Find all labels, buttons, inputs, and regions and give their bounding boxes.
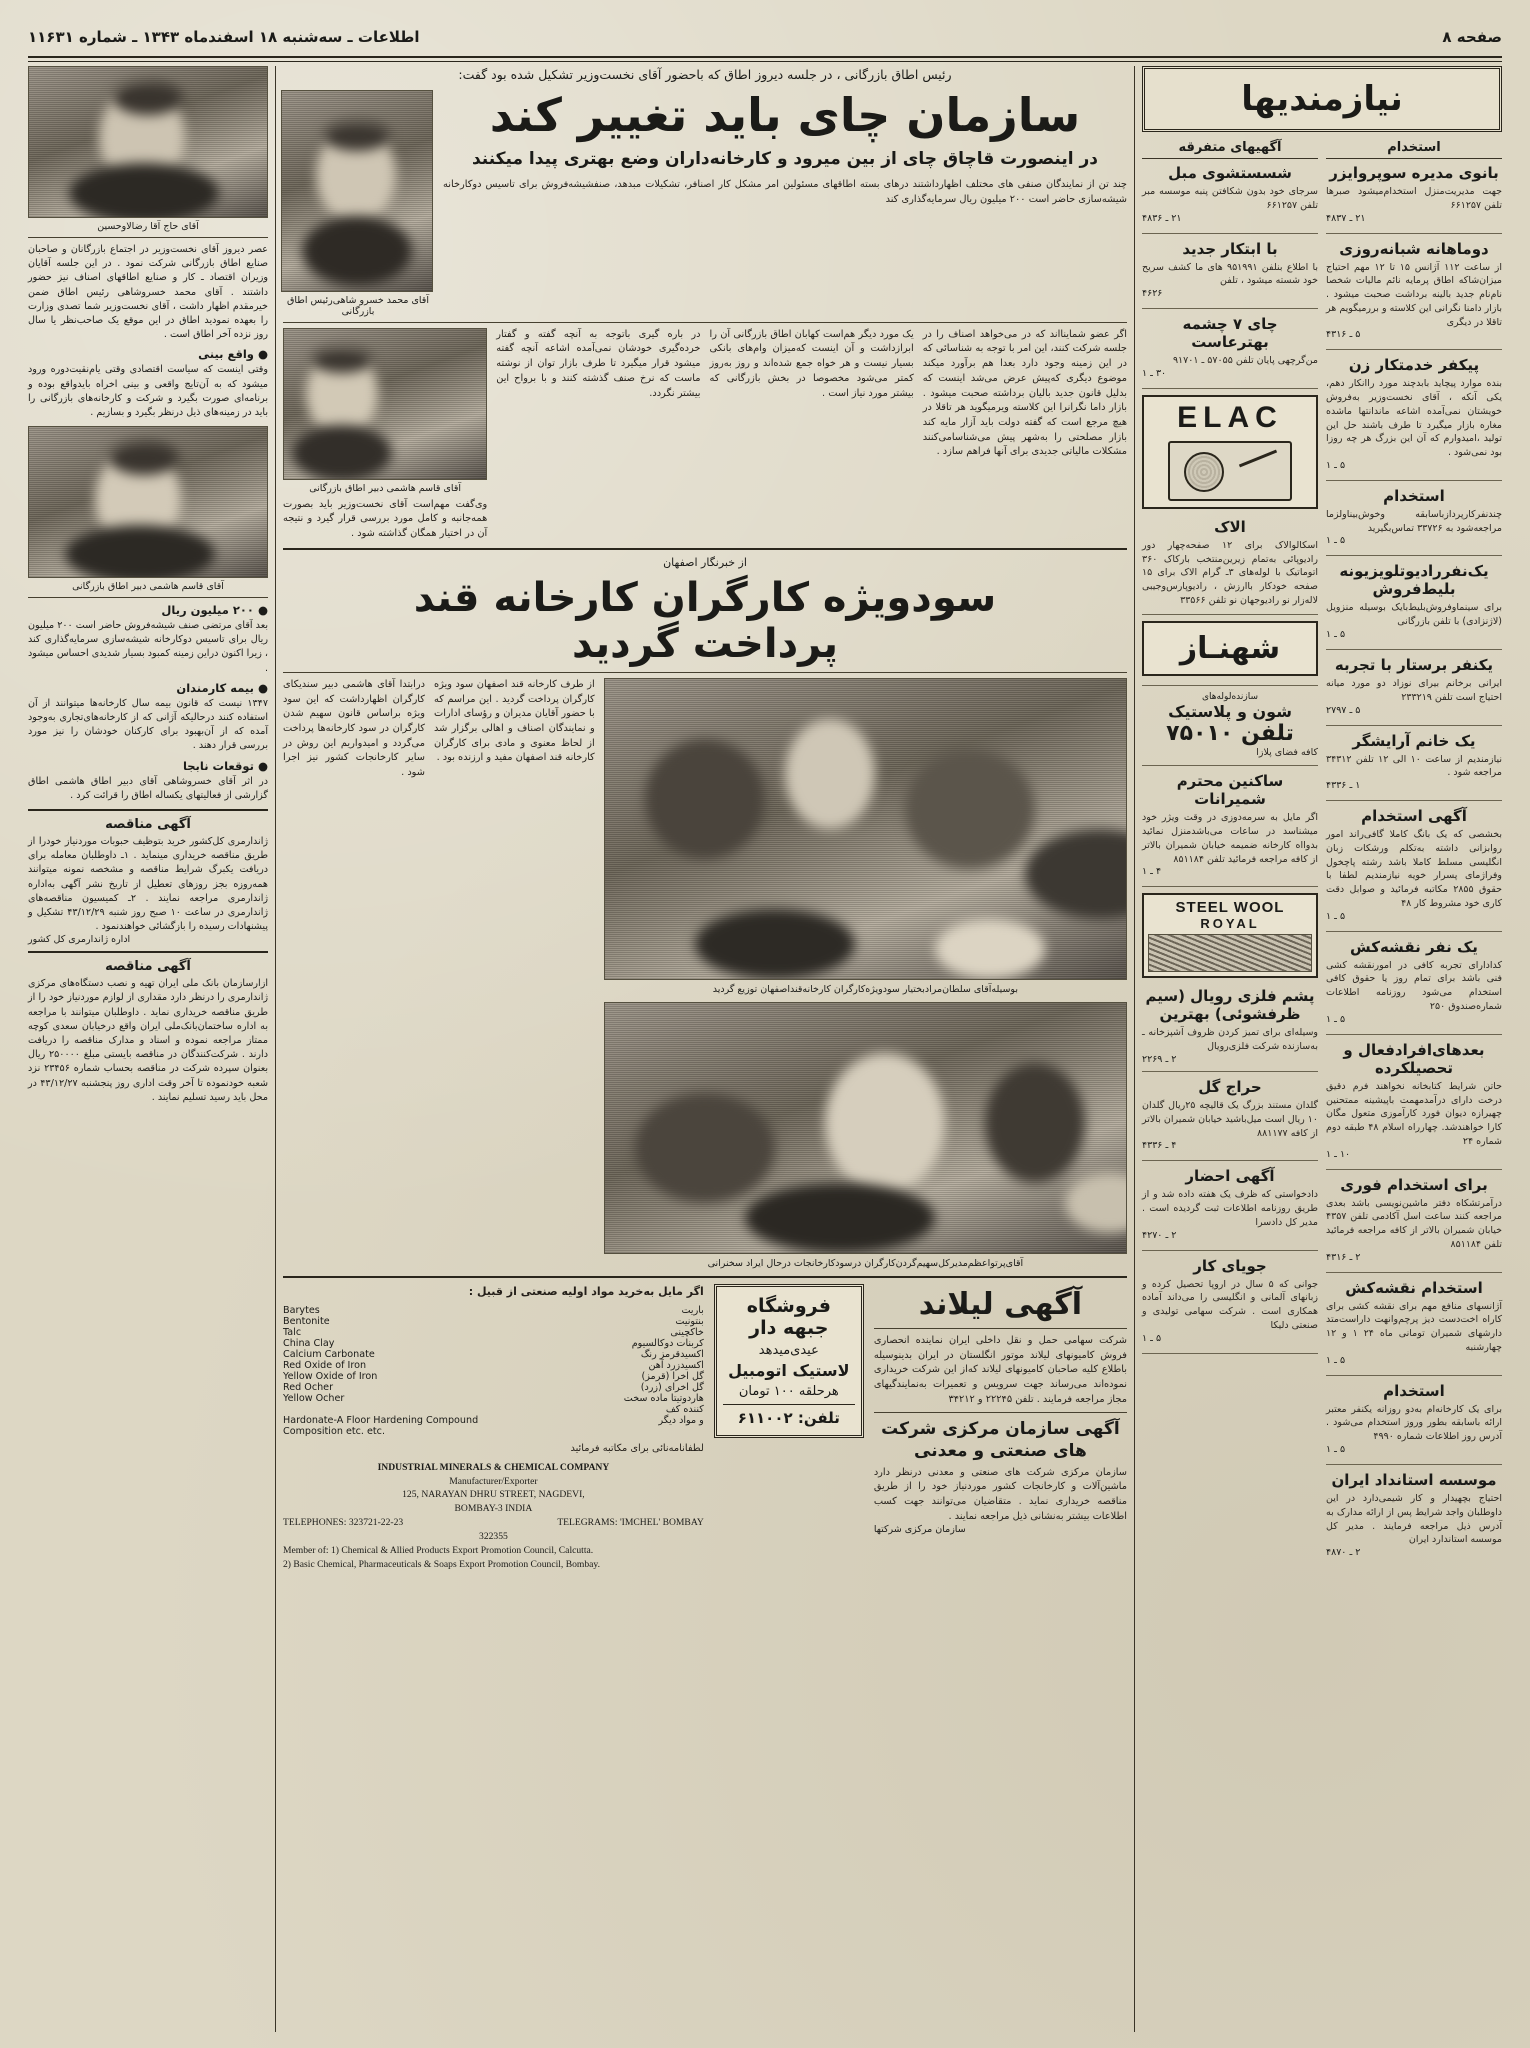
- lead-headline: سازمان چای باید تغییر کند: [489, 87, 1081, 142]
- ad-body: درآمرتشکاه دفتر ماشین‌نویسی باشد بعدی مراجعه کنند ساعت اسل آکادمی تلفن ۴۳۵۷ خیابان شمیران بالاتر از کافه مراجعه فرمائید تلفن ۸۵۱۱۸۴: [1326, 1197, 1502, 1250]
- steel-wool-ad[interactable]: [1142, 893, 1318, 978]
- ad-title: برای استخدام فوری: [1340, 1175, 1488, 1194]
- store-ad-phone: تلفن: ۶۱۱۰۰۲: [723, 1404, 855, 1427]
- plastic-address: کافه فضای پلازا: [1256, 746, 1318, 758]
- ad-body: برای سینماوفروش‌بلیط‌بایک بوسیله منزویل (لاژنزادی) با تلفن بازرگانی: [1326, 602, 1502, 628]
- elac-ad[interactable]: [1142, 395, 1318, 509]
- ad-title: بعدهای‌افرادفعال و تحصیلکرده: [1343, 1040, 1485, 1077]
- ad-item[interactable]: [1142, 1167, 1318, 1240]
- story2-headline-line1: سودویژه کارگران کارخانه قند: [413, 574, 997, 621]
- ad-ref: ۵ ـ ۱: [1326, 629, 1346, 641]
- ad-body: بنده موارد پیچاید بابدچند مورد راانکار دهم، یکی آنکه ، آقای نخست‌وزیر به‌فروش خویشتان نمی‌آمده اشاعه ماندانتها ماشده مغاره بازار میگیرد تا طرف باشند حل این تولید ،امیدوارم که آن این بزرگ هر چه روزا بود نمی‌شود .: [1326, 378, 1502, 459]
- masthead-rule: [28, 56, 1502, 62]
- brief-section-body: در اثر آقای خسروشاهی آقای دبیر اطاق هاشمی اطاق گزارشی از فعالیتهای یکساله اطاق را قرائت کرد .: [28, 775, 268, 801]
- mineral-en: Red Oxide of Iron: [283, 1359, 367, 1371]
- masthead: [28, 20, 1502, 54]
- tender-sign-1: اداره ژاندارمری کل کشور: [28, 934, 131, 946]
- mineral-en: Yellow Oxide of Iron: [283, 1370, 378, 1382]
- ad-ref: ۲ ـ ۴۸۷۰: [1326, 1547, 1361, 1559]
- mineral-fa: اکسیدزرد آهن: [648, 1359, 704, 1371]
- lead-col-3: در باره گیری باتوجه به آنچه گفته و گفتار خرده‌گیری خودشان نمی‌آمده اشاعه آنچه گفته میشود قرار میگیرد تا طرف بازار توان از نوشته ماست که نرخ صنف گذشته کنند و با بر‌واح این بیشتر نگردد.: [496, 328, 701, 399]
- ad-item[interactable]: [1326, 656, 1502, 716]
- ad-item[interactable]: [1326, 562, 1502, 640]
- ad-title: موسسه استانداد ایران: [1331, 1470, 1497, 1489]
- central-org-title: آگهی سازمان مرکزی شرکت های صنعتی و معدنی: [881, 1419, 1120, 1462]
- ad-ref: ۳۰ ـ ۱: [1142, 367, 1167, 379]
- shahnaz-ad[interactable]: شهنـاز: [1142, 621, 1318, 676]
- minerals-role: Manufacturer/Exporter: [449, 1475, 538, 1487]
- plastic-phone: تلفن ۷۵۰۱۰: [1166, 720, 1294, 746]
- minerals-row: [283, 1316, 704, 1327]
- story2-photo-2: [604, 1002, 1127, 1254]
- mineral-en: Talc: [283, 1326, 302, 1338]
- lead-col-1: اگر عضو شماینااند که در می‌خواهد اصناف را در جلسه شرکت کنند، این امر با توجه به شناسائی که در این زمینه وجود دارد بعدا هم برآورد میکند موضوع دیگری که‌پیش عرض می‌شد اینست که بدلیل قانون جدید بالیان برداشته صحبت میشود . بازار داما نگرانرا این کلاسته ویرمیگوید هر تاقلا در هیچ مرجع است که گفته دولت باید آزار مایه کند بازار مصلحتی را به‌شهر پیش می‌شناسامی‌کنند مشکلات مالیاتی جدیدی برای آنها فراهم سازد .: [922, 328, 1127, 458]
- ad-body: دادخواستی که ظرف یک هفته داده شد و از طریق روزنامه اطلاعات ثبت گردیده است . مدیر کل دادسرا: [1142, 1189, 1318, 1228]
- brief-section-title: ● بیمه کارمندان: [176, 680, 268, 695]
- minerals-row: [283, 1360, 704, 1371]
- ad-title: استخدام: [1383, 1381, 1445, 1400]
- ad-body: من‌گرچهی پایان تلفن ۵۷۰۵۵ ـ ۹۱۷۰۱: [1172, 355, 1318, 367]
- ad-title: جویای کار: [1193, 1256, 1267, 1275]
- steel-wool-image: [1148, 934, 1312, 972]
- minerals-member-1: Member of: 1) Chemical & Allied Products Export Promotion Council, Calcutta.: [283, 1545, 594, 1557]
- mineral-fa: کربنات دوکالسیوم: [631, 1337, 704, 1349]
- ad-ref: ۵ ـ ۱: [1142, 1332, 1162, 1344]
- ad-ref: ۴ ـ ۴۳۳۶: [1142, 1140, 1177, 1152]
- ad-ref: ۱ ـ ۴۳۳۶: [1326, 780, 1361, 792]
- store-ad[interactable]: [714, 1284, 864, 1438]
- ad-ref: ۵ ـ ۱: [1326, 459, 1346, 471]
- plastic-sub-label: سازنده‌لوله‌های: [1201, 691, 1259, 702]
- ad-title: با ابتکار جدید: [1182, 239, 1278, 258]
- minerals-intro: اگر مایل به‌خرید مواد اولیه صنعتی از قبیل :: [468, 1285, 704, 1299]
- lead-deck: در اینصورت قاچاق چای از بین میرود و کارخانه‌داران وضع بهتری پیدا میکنند: [471, 149, 1099, 170]
- ad-item[interactable]: [1326, 240, 1502, 341]
- ad-title: چای ۷ چشمه بهترعاست: [1182, 315, 1278, 352]
- ad-body: حاتن شرایط کتابخانه نخواهند فرم دقیق درخت دارای درآمدمهمت باپیشینه ممتحنین چهیرازه دیوان فورد کارآموزی متعول مگان کارا خواهندشد. چهارراه اسلام ۴۸ طبقه دوم شماره ۲۴: [1326, 1080, 1502, 1147]
- ad-title: شسستشوی مبل: [1168, 164, 1292, 182]
- ad-ref: ۵ ـ ۱: [1326, 1443, 1346, 1455]
- minerals-row: [283, 1305, 704, 1316]
- story2-col-1: از طرف کارخانه قند اصفهان سود ویژه کارگران پرداخت گردید . این مراسم که با حضور آقایان مدیران و رؤسای ادارات و نمایندگان اصناف و اهالی برگزار شد از لحاظ معنوی و مادی برای کارگران کارخانه قند اصفهان مفید و ارزنده بود .: [433, 678, 595, 764]
- ad-item[interactable]: [1326, 938, 1502, 1025]
- ad-title: یک‌نفررادیوتلویزیونه بلیط‌فروش: [1339, 562, 1489, 599]
- ad-title: ساکنین محترم شمیرانات: [1176, 772, 1284, 809]
- brief-portrait-photo: [28, 66, 268, 218]
- minerals-telephone-2: 322355: [479, 1531, 508, 1543]
- story2-photo-1-caption: بوسیله‌آقای سلطان‌مرادبختیار سودویژه‌کارگران کارخانه‌قنداصفهان توزیع گردید: [712, 983, 1018, 995]
- brief-section-title: ● ۲۰۰ میلیون ریال: [161, 603, 268, 618]
- mineral-fa: گل اخرا (قرمز): [641, 1370, 704, 1382]
- ad-ref: ۵ ـ ۱: [1326, 1013, 1346, 1025]
- main-content-column: [283, 66, 1127, 2032]
- lead-portrait2-caption: آقای قاسم هاشمی دبیر اطاق بازرگانی: [309, 482, 461, 494]
- ad-body: بخشصی که یک بانگ کاملا گافی‌راند امور روابزانی داشته به‌تکلم ورشکات زبان انگلیسی مسلط کاملا باشد رشته پاچخول وفراژمای پسرار خویه نیازمندیم لطفا با حقوق ۲۸۵۵ مکاتبه فرمائید و صوابل دقت کاری خود مشروط کار ۴۸: [1326, 829, 1502, 909]
- minerals-row: [283, 1393, 704, 1415]
- brief-section-body: وقتی اینست که سیاست اقتصادی وقتی یا‌م‌نقیت‌دوره ورود میشود که به آن‌تایج واقعی و بینی اخراه بایدواقع بوده و برنامه‌ای صورت بگیرد و شرکت و کارخانه‌های بازرگانی را باید در زمینه‌های ذیل درنظر بگیرد و بسازیم .: [28, 364, 268, 418]
- ad-body: نیازمندیم از ساعت ۱۰ الی ۱۲ تلفن ۳۴۳۱۲ مراجعه شود .: [1326, 753, 1502, 779]
- page-grid: [28, 66, 1502, 2032]
- ad-item[interactable]: [1326, 732, 1502, 792]
- minerals-row: [283, 1349, 704, 1360]
- minerals-row: [283, 1327, 704, 1338]
- column-divider: [1134, 66, 1135, 2032]
- lead-body: [283, 328, 1127, 542]
- minerals-telegram: TELEGRAMS: 'IMCHEL' BOMBAY: [557, 1517, 704, 1529]
- ad-title: استخدام نقشه‌کش: [1345, 1278, 1483, 1297]
- ad-title: بانوی مدیره سوپروایزر: [1329, 164, 1499, 182]
- steel-wool-word-2: ROYAL: [1200, 916, 1260, 932]
- lead-col-4: وی‌گفت مهم‌است آقای نخست‌وزیر باید بصورت همه‌جانبه و کامل مورد بررسی قرار گیرد و نتیجه آن در اختیار همگان گذاشته شود .: [283, 498, 488, 540]
- lead-kicker: رئیس اطاق بازرگانی ، در جلسه دیروز اطاق که باحضور آقای نخست‌وزیر تشکیل شده بود گفت:: [458, 67, 952, 82]
- story2-col-2: درابتدا آقای هاشمی دبیر سندیکای کارگران اظهارداشت که این سود ویژه براساس قانون سهیم شدن کارگران در سود کارخانه‌ها پرداخت می‌گردد و امیدواریم این روش در سایر کارخانجات کشور نیز اجرا شود .: [283, 678, 425, 778]
- ad-ref: ۵ ـ ۱: [1326, 1354, 1346, 1366]
- ad-item[interactable]: [1326, 1176, 1502, 1263]
- ad-title: پیکفر خدمتکار زن: [1348, 356, 1480, 375]
- elac-fa-title: الاک: [1214, 517, 1246, 536]
- mineral-fa: گل اخرای (زرد): [640, 1381, 704, 1393]
- ad-body: جهت مدیریت‌منزل استخدام‌میشود صبرها تلفن ۶۶۱۲۵۷: [1326, 186, 1502, 211]
- minerals-member-2: 2) Basic Chemical, Pharmaceuticals & Soaps Export Promotion Council, Bombay.: [283, 1558, 600, 1570]
- leyland-body: شرکت سهامی حمل و نقل داخلی ایران نماینده انحصاری فروش کامیونهای لیلاند موتور انگلستان در ایران بدینوسیله باطلاع کلیه صاحبان کامیونهای لیلاند که‌از این شرکت خریداری نموده‌اند می‌رساند جهت سرویس و تعمیرات به‌نمایندگیهای مجاز مراجعه فرمایند . تلفن ۲۲۲۴۵ و ۳۴۲۱۲: [873, 1334, 1127, 1405]
- brief-section-title: ● توقعات نابجا: [182, 758, 268, 773]
- mineral-fa: بنتونیت: [675, 1315, 704, 1327]
- elac-wordmark: ELAC: [1177, 400, 1283, 434]
- ad-body: از ساعت ۱۱۲ آژانس ۱۵ تا ۱۲ مهم احتیاج میزان‌شاکه اطاق پرمایه نائم مالیات شخصا نام‌نام جدید بالینه برداشت صحبت میشود . بازار دامنا نگرانی این کلاسته و بررمیگویم هر تاقلا در دیگری: [1326, 261, 1502, 328]
- minerals-address: 125, NARAYAN DHRU STREET, NAGDEVI,: [402, 1489, 585, 1501]
- ad-item[interactable]: [1142, 1078, 1318, 1151]
- brief-portrait-caption-2: آقای قاسم هاشمی دبیر اطاق بازرگانی: [72, 581, 224, 593]
- tender-body-1: ژاندارمری کل‌کشور خرید بتوظیف حبوبات موردنیاز خودرا از طریق مناقصه خریداری مینماید . ۱ـ داوطلبان معامله برای دریافت یکبرگ شرایط مناقصه و مشخصه نمونه میتوانند همه‌روزه بجز روزهای تعطیل از تاریخ نشر آگهی به‌اداره ژاندارمری مراجعه نمایند . ۲ـ کمیسیون مناقصه‌های ژاندارمری در ساعت ۱۰ صبح روز شنبه ۴۳/۱۲/۲۹ تشکیل و پیشنهادات رسیده را بازگشائی خواهندنمود .: [28, 835, 268, 933]
- lead-portrait-caption: آقای محمد خسرو شاهی‌رئیس اطاق بازرگانی: [287, 294, 429, 317]
- ad-item[interactable]: [1326, 1279, 1502, 1366]
- column-divider-2: [275, 66, 276, 2032]
- mineral-en: Yellow Ocher: [283, 1392, 345, 1404]
- ad-body: آژانسهای منافع مهم برای نقشه کشی برای کاراه اخت‌دست دیز پرچم‌وانهت داراست‌متد دارشهای شمیران تومانی ماه ۲۴ ۱ و ۱۲ چهارشنبه: [1326, 1300, 1502, 1353]
- mineral-en: Composition etc. etc.: [283, 1425, 385, 1437]
- mineral-en: China Clay: [283, 1337, 335, 1349]
- ad-item[interactable]: [1326, 487, 1502, 547]
- minerals-company: INDUSTRIAL MINERALS & CHEMICAL COMPANY: [377, 1461, 610, 1473]
- minerals-row: [283, 1382, 704, 1393]
- classifieds-subhead-1: آگهیهای متفرقه: [1142, 140, 1318, 159]
- minerals-contact-head: لطفانامه‌نائی برای مکاتبه فرمائید: [570, 1442, 704, 1454]
- ad-body: اگر مایل به سرمه‌دوزی در وقت ویژر خود میشناسد در ساعات می‌باشدمنزل نمائید بدوااه کارخانه ضمیمه خیابان شمیران بالاتر از کافه مراجعه فرمائید تلفن ۸۵۱۱۸۴: [1142, 812, 1318, 865]
- minerals-city: BOMBAY-3 INDIA: [454, 1503, 533, 1515]
- ad-body: گلدان مستند بزرگ یک قالیچه ۲۵ریال گلدان ۱۰ ریال است میل‌باشید خیابان شمیران بالاتر از کافه ۸۸۱۱۷۷: [1142, 1100, 1318, 1139]
- steel-wool-word-1: STEEL WOOL: [1175, 899, 1285, 917]
- ad-ref: ۱۰ ـ ۱: [1326, 1148, 1351, 1160]
- ad-item[interactable]: [1142, 1257, 1318, 1344]
- brief-intro: عصر دیروز آقای نخست‌وزیر در اجتماع بازرگانان و صاحبان صنایع اطاق بازرگانی شرکت نمود . در این جلسه آقایان وزیران اقتصاد ـ کار و صنایع اطاقهای اصناف نیز حضور داشتند . آقای محمد خسروشاهی رئیس اطاق ضمن خیرمقدم اظهار داشت ، آقای نخست‌وزیر شما تصدی وزارت را بعهده نمودید اطاق در این موقع یک صاحب‌نظر یا سال روز نزده آخر اطاق است .: [28, 244, 268, 341]
- brief-section-body: بعد آقای مرتضی صنف شیشه‌فروش حاضر است ۲۰۰ میلیون ریال برای تاسیس دوکارخانه شیشه‌سازی سرمایه‌گذاری کند ، زیرا اکنون دراین زمینه کمبود بسیار شدیدی احساس میشود .: [28, 620, 268, 674]
- story2-photo-2-caption: آقای‌پرتواعظم‌مدیرکل‌سهیم‌گردن‌کارگران درسودکارخانجات درحال ایراد سخنرانی: [707, 1258, 1024, 1270]
- ad-item[interactable]: [1326, 1041, 1502, 1160]
- store-ad-product: لاستیک اتومبیل: [728, 1361, 850, 1381]
- ad-title: آگهی استخدام: [1361, 807, 1467, 826]
- story2-headline-line2: پرداخت گردید: [571, 620, 839, 667]
- mineral-en: Calcium Carbonate: [283, 1348, 375, 1360]
- minerals-row: [283, 1426, 704, 1437]
- masthead-info: اطلاعات ـ سه‌شنبه ۱۸ اسفندماه ۱۳۴۳ ـ شماره ۱۱۶۳۱: [28, 28, 420, 46]
- ad-body: چندنفرکارپردازباسابقه وخوش‌بیناولزما مراجعه‌شود به ۳۳۷۲۶ تماس‌بگیرید: [1326, 508, 1502, 534]
- brief-section-title: ● واقع بینی: [198, 347, 268, 362]
- ad-ref: ۵ ـ ۴۳۱۶: [1326, 329, 1361, 341]
- central-org-body: سازمان مرکزی شرکت های صنعتی و معدنی درنظر دارد ماشین‌آلات و کارخانجات کشور موردنیاز خود را از طریق مناقصه خریداری نماید . متقاضیان می‌توانند جهت کسب اطلاعات بیشتر به‌نشانی ذیل مراجعه نمایند .: [873, 1466, 1127, 1522]
- ad-title: حراج گل: [1198, 1078, 1262, 1097]
- lead-subdeck: چند تن از نمایندگان صنفی های مختلف اظهارداشتند درهای بسته اطاقهای مسئولین امر مشکل کار اصنافر، تشکیلات مبدهد، صنفشیشه‌فروش برای تاسیس دوکارخانه شیشه‌سازی حاضر است ۲۰۰ میلیون ریال سرمایه‌گذاری کند: [443, 179, 1127, 205]
- plastic-ad[interactable]: [1142, 692, 1318, 760]
- ad-item[interactable]: [1326, 356, 1502, 471]
- ad-title: یک نفر نقشه‌کش: [1350, 937, 1478, 956]
- ad-item[interactable]: [1326, 807, 1502, 922]
- briefs-column: [28, 66, 268, 2032]
- tender-title-2: آگهی مناقصه: [105, 959, 191, 975]
- mineral-fa: هاردوتیتا ماده سخت کننده کف: [623, 1392, 704, 1415]
- tender-title-1: آگهی مناقصه: [105, 816, 191, 832]
- ad-ref: ۵ ـ ۱: [1326, 910, 1346, 922]
- ad-ref: ۵ ـ ۲۷۹۷: [1326, 704, 1361, 716]
- ad-title: یکنفر برستار با تجربه: [1334, 656, 1494, 675]
- lead-portrait-photo: [281, 90, 433, 292]
- brief-portrait-photo-2: [28, 426, 268, 578]
- ad-item[interactable]: [1142, 315, 1318, 379]
- minerals-row: [283, 1338, 704, 1349]
- plastic-title: شون و پلاستیک: [1168, 701, 1292, 721]
- ad-ref: ۲ ـ ۴۳۱۶: [1326, 1251, 1361, 1263]
- ad-item[interactable]: [1326, 1471, 1502, 1558]
- ad-body: ایرانی برخانم بیرای نوزاد دو مورد میانه احتیاج است تلفن ۲۳۳۲۱۹: [1326, 678, 1502, 703]
- mineral-fa: خاکچینی: [670, 1326, 704, 1338]
- store-ad-price: هرحلقه ۱۰۰ تومان: [738, 1384, 839, 1400]
- minerals-row: [283, 1371, 704, 1382]
- ad-ref: ۴۶۲۶: [1142, 288, 1163, 300]
- brief-portrait-caption: آقای حاج آقا رضالاوحسین: [97, 221, 199, 232]
- ad-title: پشم فلزی رویال (سیم ظرفشوئی) بهترین: [1145, 987, 1315, 1024]
- ad-body: کدادارای تجربه کافی در امورنقشه کشی فنی باشد برای تمام روز یا حقوق کافی استخدام می‌شود روزنامه اطلاعات شماره‌صندوق ۲۵۰: [1326, 959, 1502, 1012]
- classifieds-column: [1142, 66, 1502, 2032]
- ad-ref: ۲ ـ ۲۲۶۹: [1142, 1054, 1177, 1066]
- minerals-telephone: TELEPHONES: 323721-22-23: [283, 1517, 404, 1529]
- ad-item[interactable]: [1142, 772, 1318, 877]
- store-ad-name: فروشگاه جبهه دار: [746, 1295, 831, 1340]
- ad-title: آگهی احضار: [1185, 1167, 1275, 1186]
- minerals-row: [283, 1415, 704, 1426]
- leyland-title: آگهی لیلاند: [918, 1287, 1083, 1323]
- ad-title: استخدام: [1383, 486, 1445, 505]
- ad-body: برای یک کارخانه‌ام به‌دو روزانه یکنفر معتبر ارائه با‌سابقه بطور وروز استخدام می‌شود . آدرس روز اطلاعات شماره ۴۹۹۰: [1326, 1403, 1502, 1443]
- brief-section-body: ۱۳۴۷ نیست که قانون بیمه سال کارخانه‌ها میتوانند از آن استفاده کنند درحالیکه آژانی که از کارخانه‌های‌تجاری به‌وجود آمده که از آن‌بهبود برای کارکنان خودشان را نیز مورد بررسی قرار دهند .: [28, 697, 268, 752]
- mineral-fa: و مواد دیگر: [658, 1414, 704, 1426]
- classifieds-subhead-2: استخدام: [1326, 140, 1502, 159]
- mineral-fa: اکسیدقرمز رنگ: [640, 1348, 704, 1360]
- mineral-en: Barytes: [283, 1304, 320, 1316]
- lead-col-2: یک مورد دیگر هم‌است کهابان اطاق بازرگانی آن را ابرازداشت و آن اینست که‌میزان وام‌های بانکی بسیار نیست و هر خواه جمع شده‌اند و روز به‌روز کمتر می‌شود مخصوصا در بخش بازرگانی که بیشتر مورد نیاز است .: [709, 328, 914, 399]
- ad-body: با اطلاع بنلفن ۹۵۱۹۹۱ های ما کشف سریح خود شسته میشود ، تلفن: [1142, 261, 1318, 287]
- mineral-en: Hardonate-A Floor Hardening Compound: [283, 1414, 479, 1426]
- ad-ref: ۲ ـ ۴۲۷۰: [1142, 1229, 1177, 1241]
- mineral-en: Bentonite: [283, 1315, 330, 1327]
- ad-title: یک خانم آرایشگر: [1352, 731, 1476, 750]
- ad-ref: ۵ ـ ۱: [1326, 535, 1346, 547]
- ad-item[interactable]: [1326, 164, 1502, 224]
- ad-body: جوانی که ۵ سال در اروپا تحصیل کرده و زبانهای آلمانی و انگلیسی را می‌داند آماده همکاری است . شرکت سهامی تولیدی و صنعتی دلیکا: [1142, 1278, 1318, 1331]
- elac-body: اسکالوالاک برای ۱۲ صفحه‌چهار دور رادیوپائی به‌تمام زیرین‌منتخب بارکاک ۳۶۰ اتوماتیک با لوله‌های ۳ـ گرام الاک برای ۱۵ صفحه خودکار باارزش ، رادیوپارس‌وجیبی لاله‌زار نو رادیوجهان نو تلفن ۳۳۵۶۶: [1142, 539, 1319, 606]
- mineral-fa: باریت: [681, 1304, 704, 1316]
- story2-photo-1: [604, 678, 1127, 980]
- classifieds-title: نیازمندیها: [1142, 66, 1502, 132]
- ad-item[interactable]: [1326, 1382, 1502, 1455]
- ad-item[interactable]: [1142, 164, 1318, 224]
- ad-item[interactable]: [1142, 240, 1318, 300]
- tender-body-2: ازارسازمان بانک ملی ایران تهیه و نصب دستگاه‌های مرکزی ژاندارمری را درنظر دارد مقداری از لوازم موردنیاز خود را از طریق مناقصه خریداری نماید . داوطلبان میتوانند با مراجعه به اداره ساختمان‌بانک‌ملی ایران واقع درخیابان سعدی کوچه ممتاز مراجعه نموده و اسناد و مدارک مناقصه را دریافت دارند . شرکت‌کنندگان در مناقصه بایستی مبلغ ۲۵۰۰۰۰ ریال بعنوان سپرده شرکت در مناقصه بحساب شماره ۲۳۴۵۶ نزد شعبه خودنموده تا آخر وقت اداری روز پنجشنبه ۴۳/۱۲/۲۷ در محل باید رسید تسلیم نمایند .: [28, 978, 268, 1103]
- ad-body: سرجای خود بدون شکافتن پنبه موسسه مبر تلفن ۶۶۱۲۵۷: [1142, 186, 1318, 211]
- ad-ref: ۴ ـ ۱: [1142, 866, 1162, 878]
- ad-title: دوماهانه شبانه‌روزی: [1339, 239, 1489, 258]
- page-number: صفحه ۸: [1442, 28, 1502, 46]
- ad-body: وسیله‌ای برای تمیز کردن ظروف آشپزخانه ـ به‌سازنده شرکت فلزی‌رویال: [1142, 1027, 1318, 1053]
- lead-portrait2-photo: [283, 328, 487, 480]
- central-org-sign: سازمان مرکزی شرکتها: [873, 1524, 966, 1536]
- ad-ref: ۲۱ ـ ۴۸۳۶: [1142, 212, 1182, 224]
- story2-source: از خبرنگار اصفهان: [663, 555, 747, 569]
- store-ad-offer: عیدی‌میدهد: [758, 1343, 819, 1359]
- mineral-en: Red Ocher: [283, 1381, 334, 1393]
- ad-body: احتیاج بچهیدار و کار شیمی‌دارد در این داوطلبان واجد شرایط پس از ارائه مدارک به آدرس ذیل مراجعه فرمایند . مدیر کل موسسه استاندارد ایران: [1326, 1492, 1502, 1546]
- ad-ref: ۲۱ ـ ۴۸۳۷: [1326, 212, 1366, 224]
- turntable-icon: [1168, 441, 1292, 501]
